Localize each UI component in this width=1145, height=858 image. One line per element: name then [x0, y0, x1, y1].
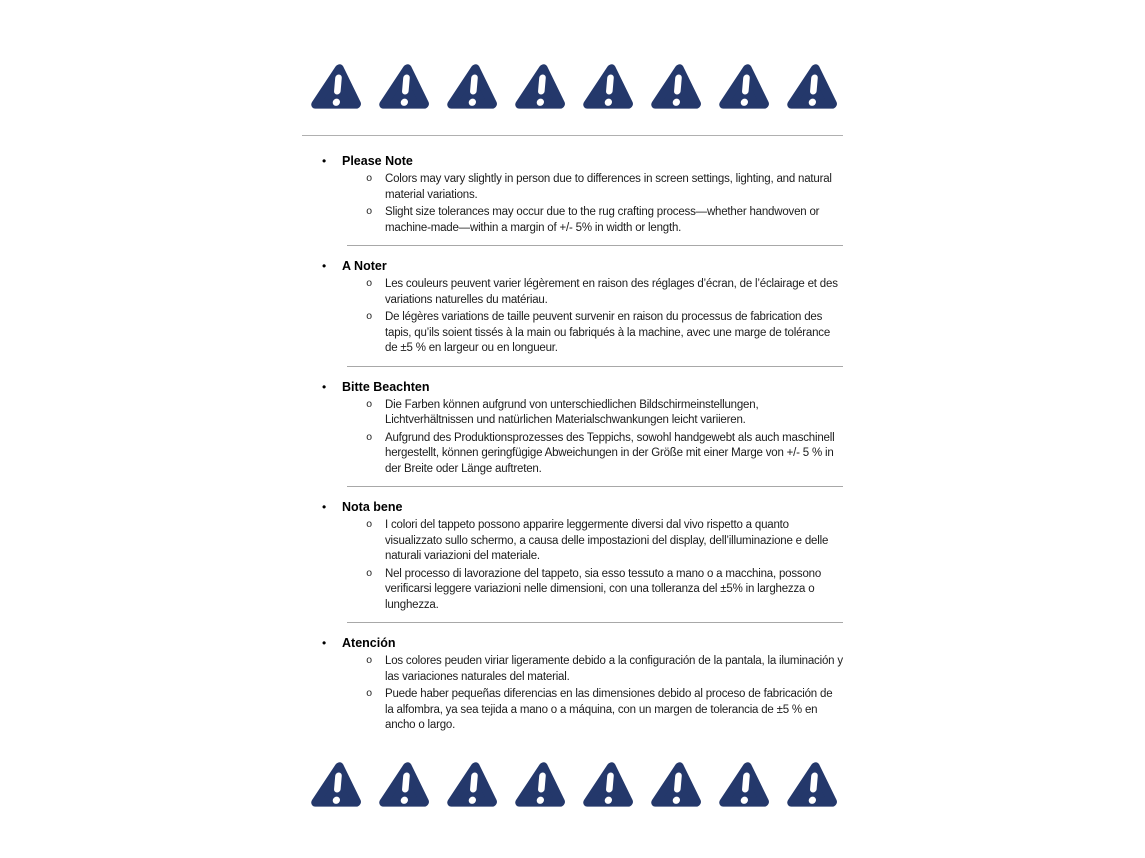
sub-list-bullet: o: [366, 311, 373, 323]
sub-list-bullet: o: [366, 398, 373, 411]
note-item: [302, 567, 843, 614]
section-divider: [347, 486, 843, 487]
note-item-text: Die Farben können aufgrund von unterschiedlichen Bildschirmeinstellungen, Lichtverhältnissen und natürlichen Materialschwankungen leicht variieren.: [385, 398, 759, 426]
sub-list-bullet: o: [366, 655, 373, 667]
note-section: [302, 635, 843, 734]
note-item-text: Colors may vary slightly in person due to differences in screen settings, lighting, and natural material variations.: [385, 173, 832, 201]
warning-triangle-icon: [579, 758, 634, 811]
note-item: [302, 654, 843, 685]
list-bullet: •: [322, 379, 327, 394]
list-bullet: •: [322, 154, 327, 168]
note-section: [302, 153, 843, 246]
sub-list-bullet: o: [366, 519, 373, 531]
warning-triangle-row-top: [302, 60, 843, 113]
note-section: [302, 499, 843, 623]
notes-sections: [302, 153, 843, 734]
section-heading: Bitte Beachten: [342, 379, 430, 394]
warning-triangle-icon: [715, 60, 770, 113]
warning-triangle-icon: [783, 758, 838, 811]
warning-triangle-icon: [647, 758, 702, 811]
note-item-text: Aufgrund des Produktionsprozesses des Teppichs, sowohl handgewebt als auch maschinell hergestellt, können geringfügige Abweichungen in der Größe mit einer Marge von +/- 5 % in der Breite oder Länge auftreten.: [385, 431, 835, 475]
note-section: [302, 258, 843, 367]
note-item: [302, 398, 843, 429]
warning-triangle-icon: [307, 60, 362, 113]
section-heading-row: [302, 153, 843, 170]
note-section: [302, 379, 843, 488]
list-bullet: •: [322, 259, 327, 273]
sub-list-bullet: o: [366, 567, 373, 580]
warning-triangle-icon: [511, 758, 566, 811]
warning-triangle-icon: [443, 60, 498, 113]
list-bullet: •: [322, 636, 327, 650]
warning-triangle-icon: [443, 758, 498, 811]
section-heading-row: [302, 258, 843, 275]
sub-list-bullet: o: [366, 173, 373, 185]
note-item-text: Nel processo di lavorazione del tappeto, sia esso tessuto a mano o a macchina, possono verificarsi leggere variazioni nelle dimensioni, con una tolleranza del ±5% in larghezza o lunghezza.: [385, 567, 822, 611]
sub-list-bullet: o: [366, 431, 373, 444]
note-item-text: Puede haber pequeñas diferencias en las dimensiones debido al proceso de fabricación de la alfombra, ya sea tejida a mano o a máquina, con un margen de tolerancia de ±5 % en ancho o largo.: [385, 688, 833, 731]
section-heading: Please Note: [342, 154, 413, 168]
document-page: [302, 0, 843, 811]
note-item: [302, 687, 843, 734]
sub-list-bullet: o: [366, 278, 373, 290]
warning-triangle-icon: [375, 60, 430, 113]
note-item-text: I colori del tappeto possono apparire leggermente diversi dal vivo rispetto a quanto visualizzato sullo schermo, a causa delle impostazioni del display, dell’illuminazione e delle naturali variazioni del materiale.: [385, 519, 829, 562]
warning-triangle-icon: [307, 758, 362, 811]
note-item-text: Slight size tolerances may occur due to the rug crafting process—whether handwoven or machine-made—within a margin of +/- 5% in width or length.: [385, 206, 820, 234]
warning-triangle-icon: [375, 758, 430, 811]
section-heading-row: [302, 499, 843, 516]
note-item-text: Los colores peuden viriar ligeramente debido a la configuración de la pantala, la iluminación y las variaciones naturales del material.: [385, 655, 843, 683]
warning-triangle-row-bottom: [302, 758, 843, 811]
section-heading: Atención: [342, 636, 396, 650]
warning-triangle-icon: [511, 60, 566, 113]
section-divider: [347, 366, 843, 367]
note-item: [302, 431, 843, 478]
note-item: [302, 310, 843, 357]
note-item-text: De légères variations de taille peuvent survenir en raison du processus de fabrication des tapis, qu’ils soient tissés à la main ou fabriqués à la machine, avec une marge de tolérance de ±5 % en largeur ou en longueur.: [385, 311, 831, 354]
note-item: [302, 277, 843, 308]
note-item-text: Les couleurs peuvent varier légèrement en raison des réglages d’écran, de l’éclairage et des variations naturelles du matériau.: [385, 278, 838, 306]
top-divider: [302, 135, 843, 136]
note-item: [302, 172, 843, 203]
section-heading: A Noter: [342, 259, 387, 273]
section-heading: Nota bene: [342, 500, 403, 514]
warning-triangle-icon: [783, 60, 838, 113]
note-item: [302, 205, 843, 236]
list-bullet: •: [322, 500, 327, 514]
section-heading-row: [302, 635, 843, 652]
note-item: [302, 518, 843, 565]
section-divider: [347, 622, 843, 623]
section-heading-row: [302, 379, 843, 396]
sub-list-bullet: o: [366, 688, 373, 700]
warning-triangle-icon: [647, 60, 702, 113]
section-divider: [347, 245, 843, 246]
warning-triangle-icon: [715, 758, 770, 811]
warning-triangle-icon: [579, 60, 634, 113]
sub-list-bullet: o: [366, 206, 373, 218]
